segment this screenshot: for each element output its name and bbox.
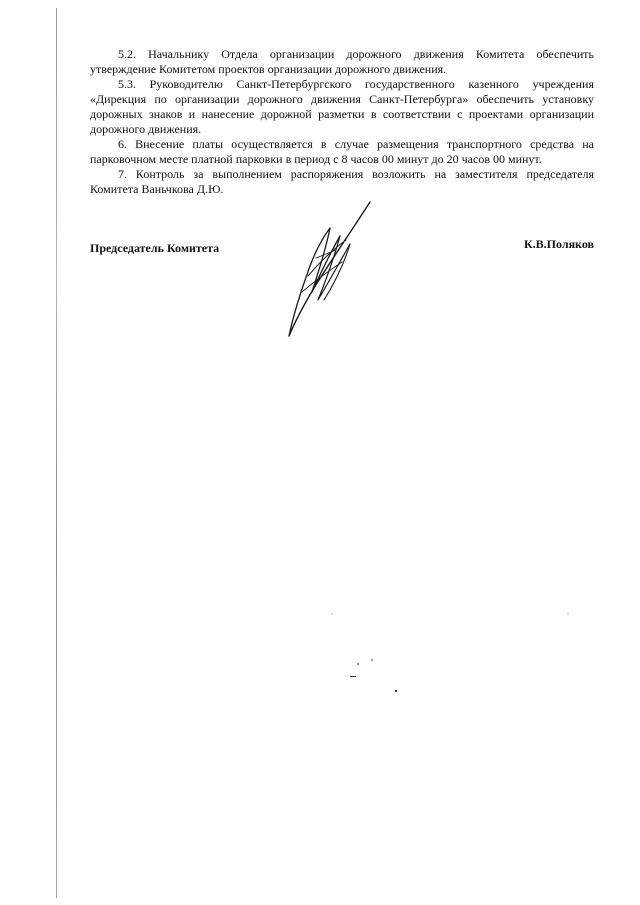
paragraph-5-2: 5.2. Начальнику Отдела организации дорожного движения Комитета обеспечить утверждение Комитетом проектов организации дорожного движения. — [90, 47, 594, 76]
scan-edge-line — [56, 8, 57, 898]
handwritten-signature — [272, 200, 382, 345]
document-body — [90, 47, 594, 197]
signer-name: К.В.Поляков — [523, 237, 594, 251]
paragraph-6: 6. Внесение платы осуществляется в случае размещения транспортного средства на парковочном месте платной парковки в период с 8 часов 00 минут до 20 часов 00 минут. — [90, 137, 594, 166]
paragraph-5-3: 5.3. Руководителю Санкт-Петербургского государственного казенного учреждения «Дирекция по организации дорожного движения Санкт-Петербурга» обеспечить установку дорожных знаков и нанесение дорожной разметки в соответствии с проектами организации дорожного движения. — [90, 77, 594, 136]
signer-title: Председатель Комитета — [90, 241, 220, 255]
paragraph-7: 7. Контроль за выполнением распоряжения возложить на заместителя председателя Комитета Ваньчкова Д.Ю. — [90, 167, 594, 196]
